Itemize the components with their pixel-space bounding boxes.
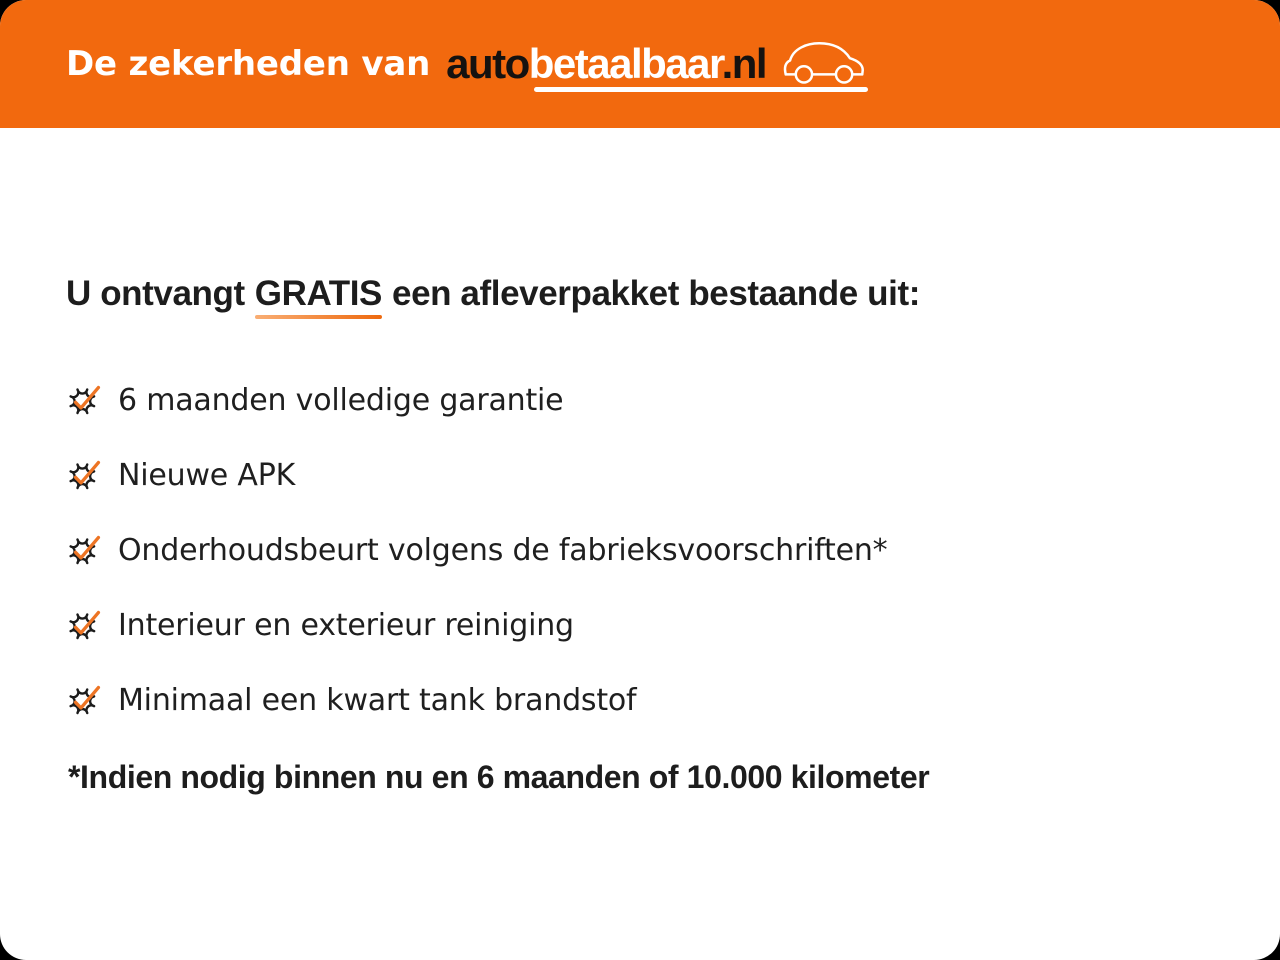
benefit-label: Nieuwe APK — [118, 457, 296, 493]
benefit-label: Interieur en exterieur reiniging — [118, 607, 574, 643]
badge-check-icon — [62, 379, 104, 421]
logo-underline — [534, 87, 868, 92]
badge-check-icon — [62, 529, 104, 571]
badge-check-icon — [62, 679, 104, 721]
heading-highlight: GRATIS — [254, 274, 382, 313]
logo-part-betaalbaar: betaalbaar — [528, 40, 722, 87]
heading-pre: U ontvangt — [66, 274, 245, 313]
badge-check-icon — [62, 454, 104, 496]
page-title — [66, 273, 1240, 315]
logo-part-nl: .nl — [721, 40, 767, 87]
list-item — [62, 602, 1240, 648]
car-outline-icon — [780, 34, 868, 88]
benefit-label: Minimaal een kwart tank brandstof — [118, 682, 637, 718]
badge-check-icon — [62, 604, 104, 646]
header-banner — [0, 0, 1280, 128]
benefit-label: Onderhoudsbeurt volgens de fabrieksvoorschriften* — [118, 532, 888, 568]
benefit-label: 6 maanden volledige garantie — [118, 382, 564, 418]
list-item — [62, 527, 1240, 573]
brand-logo-text — [446, 40, 767, 87]
list-item — [62, 677, 1240, 723]
content — [0, 273, 1280, 796]
logo-part-auto: auto — [446, 40, 529, 87]
benefit-list — [62, 377, 1240, 723]
footnote: *Indien nodig binnen nu en 6 maanden of 10.000 kilometer — [68, 759, 930, 795]
brand-logo — [446, 36, 868, 92]
heading-post: een afleverpakket bestaande uit: — [392, 274, 920, 313]
list-item — [62, 377, 1240, 423]
header-title: De zekerheden van — [66, 44, 431, 84]
list-item — [62, 452, 1240, 498]
